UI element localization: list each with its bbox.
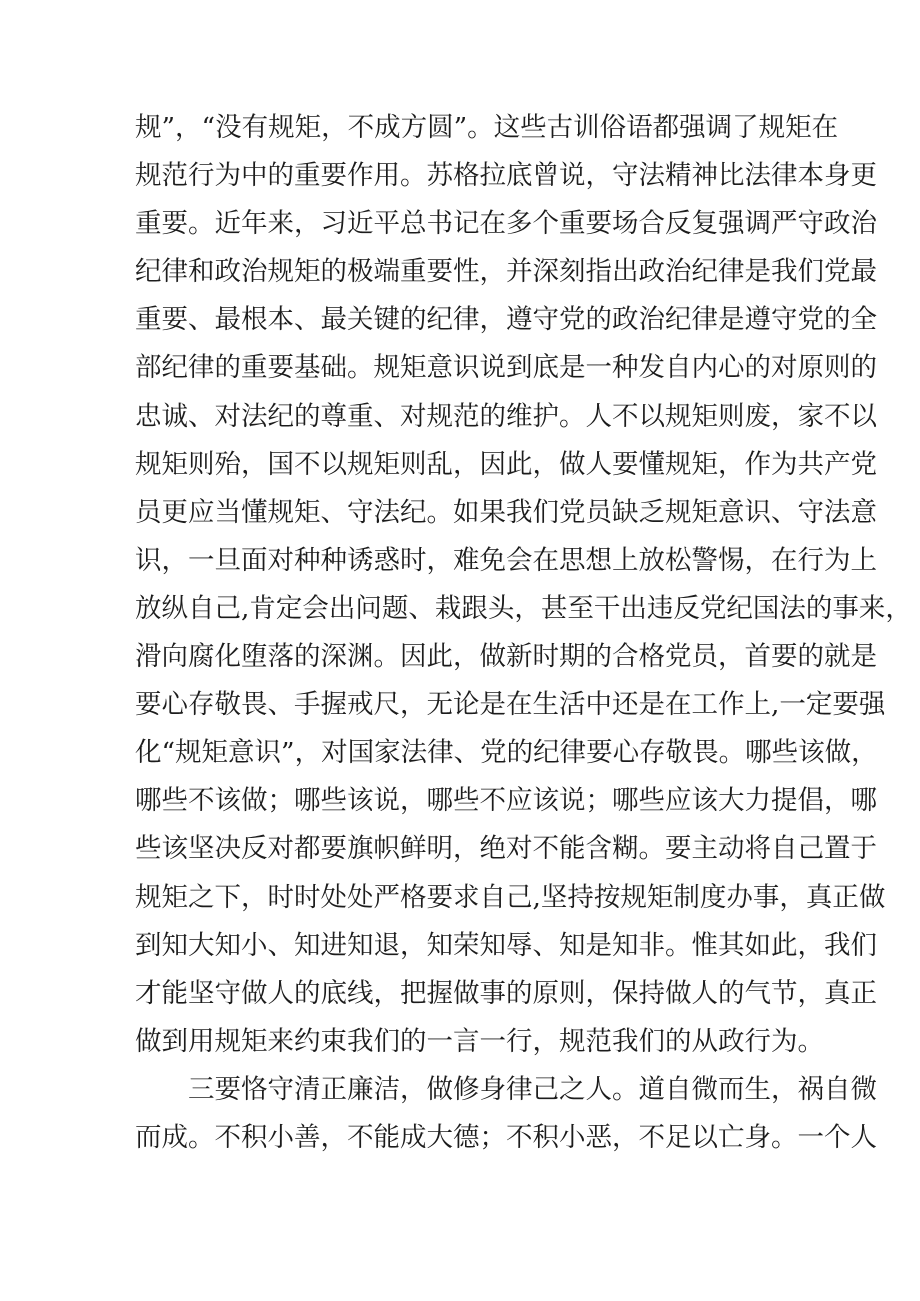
- text-line: 才能坚守做人的底线，把握做事的原则，保持做人的气节，真正: [135, 977, 877, 1009]
- text-line: 规”，“没有规矩，不成方圆”。这些古训俗语都强调了规矩在: [135, 112, 839, 143]
- text-line: 哪些不该做；哪些该说，哪些不应该说；哪些应该大力提倡，哪: [135, 785, 877, 817]
- paragraph: [135, 1066, 877, 1162]
- text-line: 规矩则殆，国不以规矩则乱，因此，做人要懂规矩，作为共产党: [135, 448, 877, 480]
- text-line: 规矩之下，时时处处严格要求自己,坚持按规矩制度办事，真正做: [135, 881, 886, 913]
- text-line: 化“规矩意识”，对国家法律、党的纪律要心存敬畏。哪些该做，: [135, 737, 878, 769]
- text-line: 重要、最根本、最关键的纪律，遵守党的政治纪律是遵守党的全: [135, 304, 877, 336]
- text-line: 滑向腐化堕落的深渊。因此，做新时期的合格党员，首要的就是: [135, 641, 877, 673]
- text-line: 规范行为中的重要作用。苏格拉底曾说，守法精神比法律本身更: [135, 160, 877, 192]
- text-line: 要心存敬畏、手握戒尺，无论是在生活中还是在工作上,一定要强: [135, 689, 886, 721]
- text-line: 而成。不积小善，不能成大德；不积小恶，不足以亡身。一个人: [135, 1121, 877, 1153]
- text-line: 放纵自己,肯定会出问题、栽跟头，甚至干出违反党纪国法的事来，: [135, 592, 912, 624]
- text-line: 三要恪守清正廉洁，做修身律己之人。道自微而生，祸自微: [188, 1073, 877, 1105]
- text-line: 做到用规矩来约束我们的一言一行，规范我们的从政行为。: [135, 1025, 824, 1057]
- text-line: 些该坚决反对都要旗帜鲜明，绝对不能含糊。要主动将自己置于: [135, 833, 877, 865]
- text-line: 重要。近年来，习近平总书记在多个重要场合反复强调严守政治: [135, 208, 877, 240]
- text-line: 部纪律的重要基础。规矩意识说到底是一种发自内心的对原则的: [135, 352, 877, 384]
- body-text: [135, 104, 912, 1162]
- text-line: 纪律和政治规矩的极端重要性，并深刻指出政治纪律是我们党最: [135, 256, 877, 288]
- text-line: 员更应当懂规矩、守法纪。如果我们党员缺乏规矩意识、守法意: [135, 496, 877, 528]
- text-line: 到知大知小、知进知退，知荣知辱、知是知非。惟其如此，我们: [135, 929, 877, 961]
- text-line: 识，一旦面对种种诱惑时，难免会在思想上放松警惕，在行为上: [135, 544, 877, 576]
- text-line: 忠诚、对法纪的尊重、对规范的维护。人不以规矩则废，家不以: [135, 400, 877, 432]
- paragraph: [135, 104, 912, 1066]
